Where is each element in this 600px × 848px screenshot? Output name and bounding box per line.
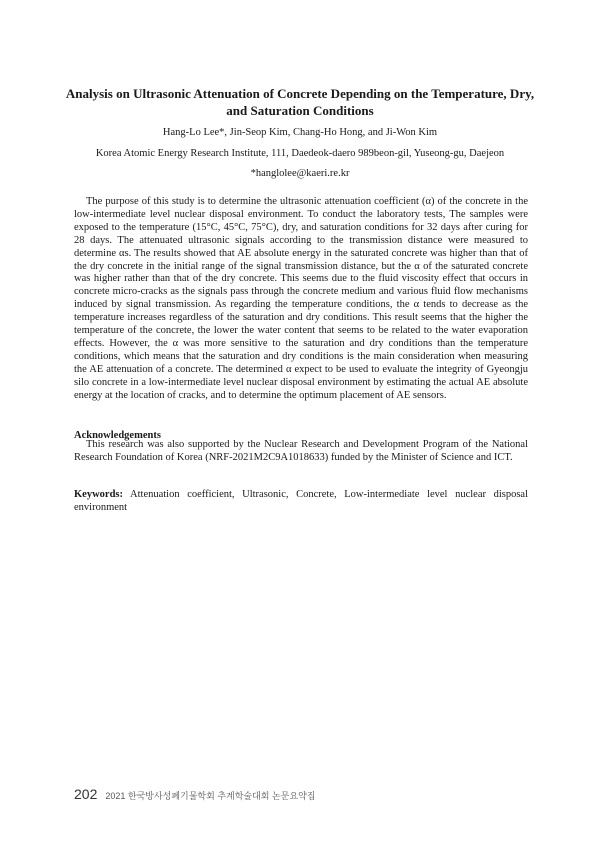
- acknowledgements-heading: Acknowledgements: [74, 430, 161, 441]
- acknowledgements-text: This research was also supported by the Nuclear Research and Development Program of the National Research Foundation of Korea (NRF-2021M2C9A1018633) funded by the Minister of Science and ICT.: [74, 439, 528, 463]
- keywords: [74, 489, 528, 515]
- proceedings-title: 2021 한국방사성폐기물학회 추계학술대회 논문요약집: [105, 791, 316, 801]
- page-footer: [74, 786, 315, 802]
- keywords-text: Attenuation coefficient, Ultrasonic, Concrete, Low-intermediate level nuclear disposal environment: [74, 489, 528, 513]
- affiliation: Korea Atomic Energy Research Institute, 111, Daedeok-daero 989beon-gil, Yuseong-gu, Daejeon: [95, 148, 505, 159]
- corresponding-email: *hanglolee@kaeri.re.kr: [250, 168, 350, 179]
- keywords-label: Keywords:: [74, 489, 123, 500]
- abstract-text: The purpose of this study is to determine the ultrasonic attenuation coefficient (α) of the concrete in the low-intermediate level nuclear disposal environment. To conduct the laboratory tests, The samples were exposed to the temperature (15°C, 45°C, 75°C), dry, and saturation conditions for 32 days after curing for 28 days. The attenuated ultrasonic signals according to the transmission distance were measured to determine αs. The results showed that AE absolute energy in the saturated concrete was higher than that of the dry concrete in the initial range of the signal transmission distance, but the α of the saturated concrete was higher rather than that of the dry concrete. This seems due to the fluid viscosity effect that occurs in concrete micro-cracks as the signals pass through the concrete medium and various fluid flow mechanisms induced by signal transmission. As regarding the temperature conditions, the α tends to decrease as the temperature increases regardless of the saturation and dry conditions. This result seems that the higher the temperature of the concrete, the lower the water content that seems to be related to the water evaporation effects. However, the α was more sensitive to the saturation and dry conditions than the temperature conditions, which means that the saturation and dry conditions is the main consideration when measuring the AE attenuation of a concrete. The determined α expect to be used to evaluate the integrity of Gyeongju silo concrete in a low-intermediate level nuclear disposal environment by estimating the actual AE absolute energy at the location of cracks, and to determine the optimum placement of AE sensors.: [74, 196, 528, 401]
- page-number: 202: [74, 786, 98, 802]
- author-list: Hang-Lo Lee*, Jin-Seop Kim, Chang-Ho Hong, and Ji-Won Kim: [162, 127, 438, 138]
- paper-title: Analysis on Ultrasonic Attenuation of Concrete Depending on the Temperature, Dry, and Saturation Conditions: [65, 86, 535, 118]
